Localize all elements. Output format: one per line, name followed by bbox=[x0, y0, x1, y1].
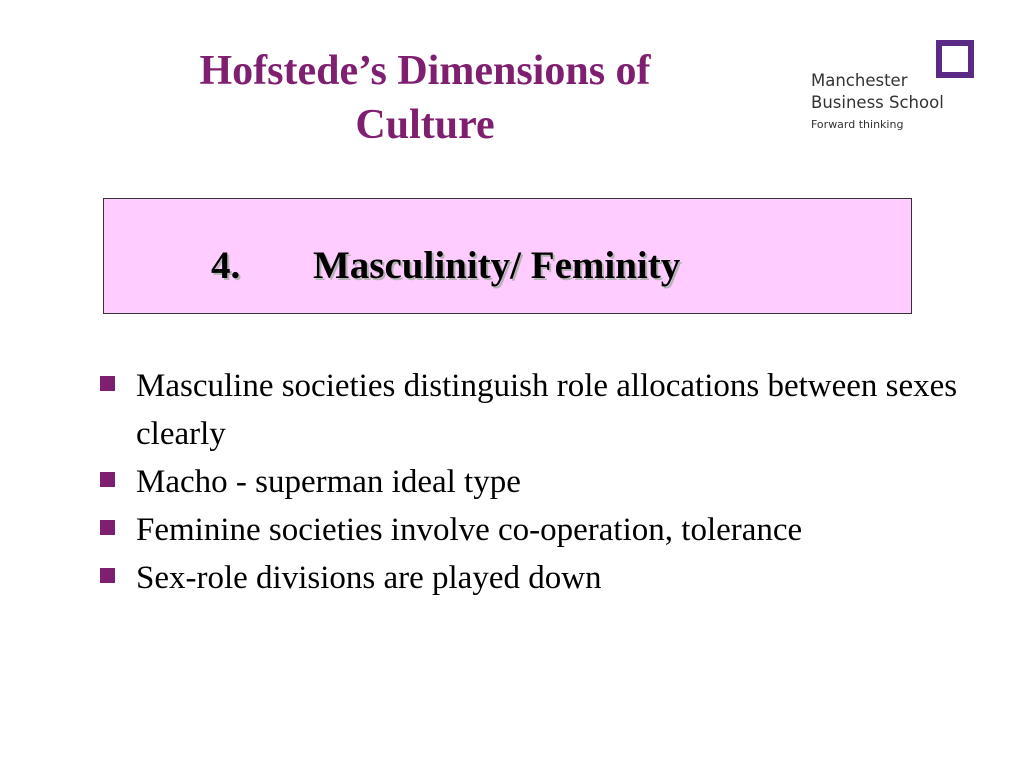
bullet-text: Macho - superman ideal type bbox=[136, 464, 521, 500]
section-number: 4. bbox=[211, 244, 241, 287]
bullet-item bbox=[96, 362, 976, 458]
square-bullet-icon bbox=[100, 568, 115, 583]
logo-name-line-1: Manchester bbox=[811, 71, 908, 90]
logo-name bbox=[811, 70, 944, 114]
bullet-list bbox=[96, 362, 976, 602]
title-line-1: Hofstede’s Dimensions of bbox=[199, 48, 651, 94]
slide-title bbox=[100, 44, 750, 152]
section-heading-box bbox=[103, 198, 912, 314]
square-bullet-icon bbox=[100, 520, 115, 535]
manchester-business-school-logo bbox=[808, 40, 998, 140]
logo-tagline: Forward thinking bbox=[811, 118, 904, 131]
bullet-text: Masculine societies distinguish role allocations between sexes clearly bbox=[136, 368, 958, 452]
bullet-item bbox=[96, 506, 976, 554]
bullet-text: Feminine societies involve co-operation, tolerance bbox=[136, 512, 803, 548]
title-line-2: Culture bbox=[355, 102, 495, 148]
bullet-item bbox=[96, 554, 976, 602]
square-bullet-icon bbox=[100, 472, 115, 487]
section-label: Masculinity/ Feminity bbox=[313, 244, 681, 287]
logo-name-line-2: Business School bbox=[811, 93, 944, 112]
square-bullet-icon bbox=[100, 376, 115, 391]
bullet-text: Sex-role divisions are played down bbox=[136, 560, 602, 596]
bullet-item bbox=[96, 458, 976, 506]
